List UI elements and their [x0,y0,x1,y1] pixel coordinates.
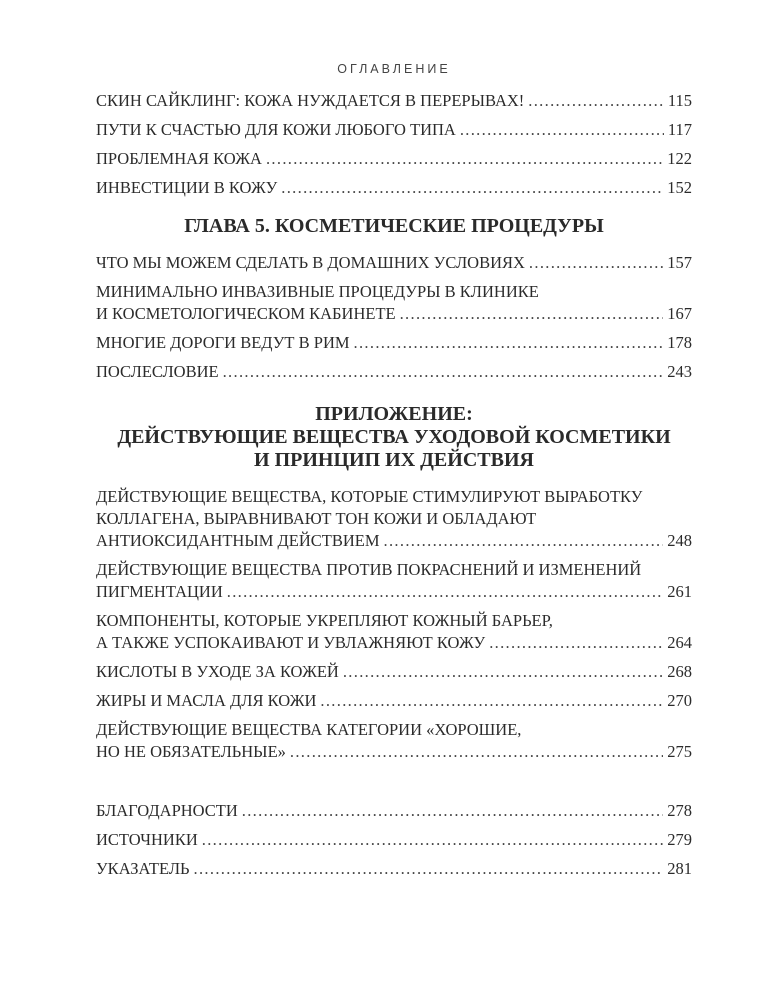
toc-entry-line: КОМПОНЕНТЫ, КОТОРЫЕ УКРЕПЛЯЮТ КОЖНЫЙ БАРЬЕР, [96,611,553,630]
toc-entry[interactable] [96,119,692,141]
section-title-line: ПРИЛОЖЕНИЕ: [315,403,473,425]
section-spacer [96,770,692,800]
dot-leader [320,690,663,712]
toc-entry[interactable] [96,252,692,274]
toc-entry-title: А ТАКЖЕ УСПОКАИВАЮТ И УВЛАЖНЯЮТ КОЖУ [96,633,486,652]
page-number: 279 [667,830,692,849]
toc-entry-title: И КОСМЕТОЛОГИЧЕСКОМ КАБИНЕТЕ [96,304,396,323]
section-title-line: ГЛАВА 5. КОСМЕТИЧЕСКИЕ ПРОЦЕДУРЫ [184,215,604,237]
page-number: 243 [667,362,692,381]
toc-entry[interactable] [96,690,692,712]
toc-entry-title: НО НЕ ОБЯЗАТЕЛЬНЫЕ» [96,742,286,761]
toc-entry[interactable] [96,90,692,112]
toc-entry-leader-line [96,632,692,654]
toc-group-chapter-5 [96,252,692,383]
dot-leader [343,661,663,683]
toc-entry-line: ДЕЙСТВУЮЩИЕ ВЕЩЕСТВА, КОТОРЫЕ СТИМУЛИРУЮТ ВЫРАБОТКУ [96,487,643,506]
toc-entry-title: ИСТОЧНИКИ [96,830,198,849]
toc-entry[interactable] [96,559,692,603]
toc-page [96,62,692,887]
page-number: 268 [667,662,692,681]
page-number: 117 [667,120,692,139]
toc-entry[interactable] [96,800,692,822]
dot-leader [460,119,664,141]
toc-entry-leader-line [96,177,692,199]
page-number: 115 [667,91,692,110]
chapter-5-title [96,215,692,238]
dot-leader [290,741,663,763]
page-number: 264 [667,633,692,652]
toc-entry[interactable] [96,281,692,325]
toc-entry-leader-line [96,90,692,112]
toc-entry-leader-line [96,252,692,274]
dot-leader [489,632,663,654]
dot-leader [227,581,664,603]
toc-entry[interactable] [96,829,692,851]
toc-entry[interactable] [96,177,692,199]
toc-entry[interactable] [96,486,692,552]
toc-entry-title: ПИГМЕНТАЦИИ [96,582,223,601]
page-number: 167 [667,304,692,323]
page-number: 281 [667,859,692,878]
toc-entry-title: СКИН САЙКЛИНГ: КОЖА НУЖДАЕТСЯ В ПЕРЕРЫВАХ! [96,91,525,110]
running-head: ОГЛАВЛЕНИЕ [337,62,451,76]
toc-entry-title: ЖИРЫ И МАСЛА ДЛЯ КОЖИ [96,691,317,710]
toc-entry-leader-line [96,581,692,603]
dot-leader [202,829,663,851]
dot-leader [281,177,663,199]
toc-entry-title: ЧТО МЫ МОЖЕМ СДЕЛАТЬ В ДОМАШНИХ УСЛОВИЯХ [96,253,525,272]
page-number: 275 [667,742,692,761]
toc-group-appendix [96,486,692,763]
toc-entry-leader-line [96,361,692,383]
toc-entry[interactable] [96,610,692,654]
toc-group-backmatter [96,800,692,880]
toc-entry[interactable] [96,361,692,383]
dot-leader [242,800,663,822]
toc-entry-title: КИСЛОТЫ В УХОДЕ ЗА КОЖЕЙ [96,662,339,681]
dot-leader [354,332,664,354]
toc-entry-leader-line [96,530,692,552]
toc-entry-title: ПОСЛЕСЛОВИЕ [96,362,219,381]
toc-entry-leader-line [96,661,692,683]
page-number: 157 [667,253,692,272]
toc-entry[interactable] [96,858,692,880]
toc-entry-leader-line [96,303,692,325]
toc-entry-title: ИНВЕСТИЦИИ В КОЖУ [96,178,278,197]
toc-entry-title: УКАЗАТЕЛЬ [96,859,190,878]
dot-leader [528,90,664,112]
page-number: 270 [667,691,692,710]
dot-leader [223,361,664,383]
section-title-line: И ПРИНЦИП ИХ ДЕЙСТВИЯ [254,449,534,471]
toc-entry[interactable] [96,719,692,763]
toc-entry-leader-line [96,741,692,763]
dot-leader [384,530,664,552]
toc-entry-line: КОЛЛАГЕНА, ВЫРАВНИВАЮТ ТОН КОЖИ И ОБЛАДАЮТ [96,509,537,528]
toc-entry-leader-line [96,800,692,822]
dot-leader [266,148,663,170]
toc-entry-title: БЛАГОДАРНОСТИ [96,801,238,820]
toc-group-1 [96,90,692,199]
toc-entry-title: АНТИОКСИДАНТНЫМ ДЕЙСТВИЕМ [96,531,380,550]
toc-entry-leader-line [96,829,692,851]
toc-entry-leader-line [96,148,692,170]
page-number: 152 [667,178,692,197]
page-number: 122 [667,149,692,168]
toc-entry-leader-line [96,332,692,354]
page-number: 178 [667,333,692,352]
toc-entry[interactable] [96,661,692,683]
toc-entry[interactable] [96,332,692,354]
page-number: 278 [667,801,692,820]
toc-entry-title: ПРОБЛЕМНАЯ КОЖА [96,149,262,168]
page-number: 248 [667,531,692,550]
toc-entry-title: МНОГИЕ ДОРОГИ ВЕДУТ В РИМ [96,333,350,352]
section-title-line: ДЕЙСТВУЮЩИЕ ВЕЩЕСТВА УХОДОВОЙ КОСМЕТИКИ [117,426,671,448]
dot-leader [400,303,664,325]
toc-entry[interactable] [96,148,692,170]
toc-entry-leader-line [96,690,692,712]
toc-entry-line: ДЕЙСТВУЮЩИЕ ВЕЩЕСТВА ПРОТИВ ПОКРАСНЕНИЙ И ИЗМЕНЕНИЙ [96,560,642,579]
toc-entry-leader-line [96,119,692,141]
toc-entry-title: ПУТИ К СЧАСТЬЮ ДЛЯ КОЖИ ЛЮБОГО ТИПА [96,120,456,139]
toc-entry-line: ДЕЙСТВУЮЩИЕ ВЕЩЕСТВА КАТЕГОРИИ «ХОРОШИЕ, [96,720,522,739]
appendix-title [96,403,692,472]
dot-leader [529,252,663,274]
dot-leader [194,858,664,880]
page-number: 261 [667,582,692,601]
toc-entry-leader-line [96,858,692,880]
toc-entry-line: МИНИМАЛЬНО ИНВАЗИВНЫЕ ПРОЦЕДУРЫ В КЛИНИКЕ [96,282,539,301]
